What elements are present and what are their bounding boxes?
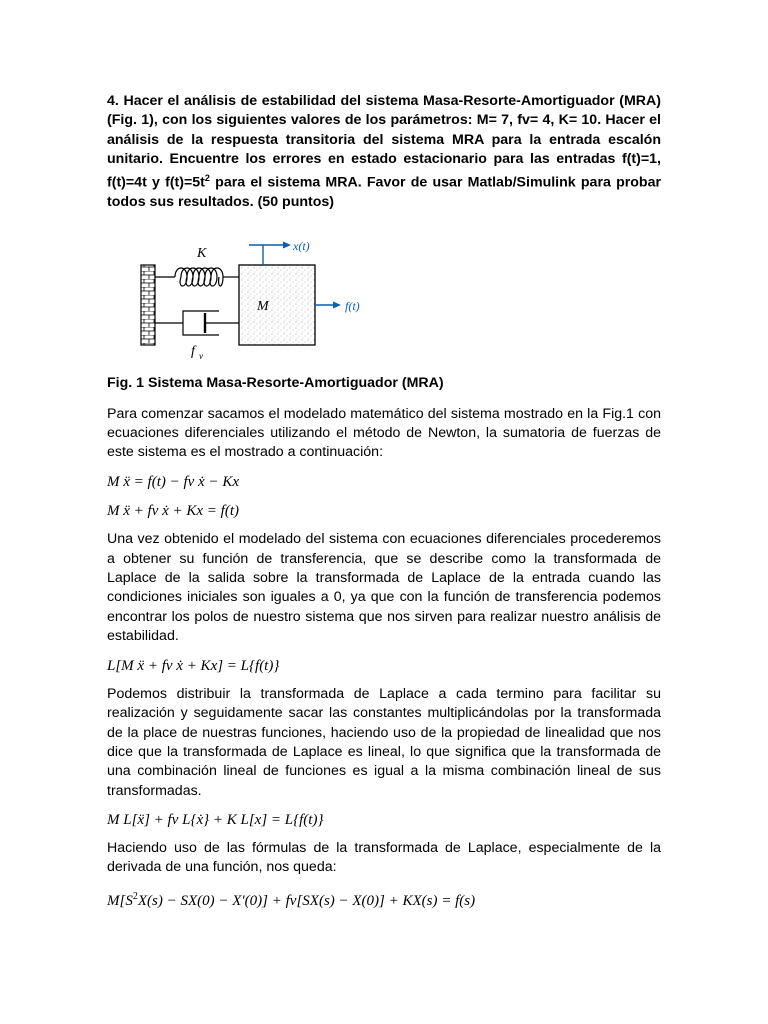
equation-5-part-a: M[S bbox=[107, 892, 133, 909]
question-text-part-b: para el sistema MRA. Favor de usar Matlab/Simulink para probar todos sus resultados. (50 puntos) bbox=[107, 174, 662, 211]
equation-5-superscript: 2 bbox=[132, 890, 138, 902]
mass-spring-damper-figure bbox=[107, 231, 661, 365]
label-fv: f bbox=[191, 343, 195, 359]
label-m: M bbox=[257, 298, 269, 314]
equation-5-part-b: X(s) − SX(0) − X′(0)] + fv[SX(s) − X(0)] + KX(s) = f(s) bbox=[137, 892, 476, 909]
equation-3: L[M ẍ + fv ẋ + Kx] = L{f(t)} bbox=[107, 658, 280, 675]
label-x-t: x(t) bbox=[293, 238, 310, 253]
mass-block bbox=[239, 265, 315, 345]
question-text-part-a: 4. Hacer el análisis de estabilidad del sistema Masa-Resorte-Amortiguador (MRA) (Fig. 1), con los siguientes valores de los parámetros: M= 7, fv= 4, K= 10. Hacer el análisis de la respuesta transitoria del sistema MRA para la entrada escalón unitario. Encuentre los errores en estado estacionario para las entradas f(t)=1, f(t)=4t y f(t)=5t bbox=[107, 93, 661, 191]
label-k: K bbox=[197, 245, 207, 261]
paragraph-4: Haciendo uso de las fórmulas de la transformada de Laplace, especialmente de la derivada de una función, nos queda: bbox=[107, 839, 661, 876]
equation-4: M L[ẍ] + fv L{ẋ} + K L[x] = L{f(t)} bbox=[107, 811, 324, 828]
paragraph-1: Para comenzar sacamos el modelado matemático del sistema mostrado en la Fig.1 con ecuaciones diferenciales utilizando el método de Newton, la sumatoria de fuerzas de este sistema es el mostrado a continuación: bbox=[107, 405, 661, 461]
document-content bbox=[107, 92, 661, 920]
question-superscript: 2 bbox=[204, 173, 210, 184]
equation-2: M ẍ + fv ẋ + Kx = f(t) bbox=[107, 503, 239, 520]
wall bbox=[141, 265, 155, 345]
damper bbox=[155, 311, 239, 335]
paragraph-2: Una vez obtenido el modelado del sistema con ecuaciones diferenciales procederemos a obtener su función de transferencia, que se describe como la transformada de Laplace de la salida sobre la transformada de Laplace de la entrada cuando las condiciones iniciales son iguales a 0, ya que con la función de transferencia podemos encontrar los polos de nuestro sistema que nos sirven para realizar nuestro análisis de estabilidad. bbox=[107, 531, 661, 644]
displacement-arrow bbox=[249, 241, 291, 265]
paragraph-3: Podemos distribuir la transformada de Laplace a cada termino para facilitar su realización y seguidamente sacar las constantes multiplicándolas por la transformada de la place de nuestras funciones, haciendo uso de la propiedad de linealidad que nos dice que la transformada de Laplace es lineal, lo que significa que la transformada de una combinación lineal de funciones es igual a la misma combinación lineal de sus transformadas. bbox=[107, 686, 661, 799]
force-arrow bbox=[315, 301, 341, 308]
figure-caption: Fig. 1 Sistema Masa-Resorte-Amortiguador (MRA) bbox=[107, 374, 444, 391]
label-fv-subscript: v bbox=[199, 350, 203, 361]
spring bbox=[155, 268, 239, 286]
equation-1: M ẍ = f(t) − fv ẋ − Kx bbox=[107, 474, 239, 491]
label-f-t: f(t) bbox=[345, 298, 360, 313]
equation-5 bbox=[107, 887, 661, 911]
mra-diagram bbox=[139, 231, 379, 365]
question-text bbox=[107, 92, 661, 213]
